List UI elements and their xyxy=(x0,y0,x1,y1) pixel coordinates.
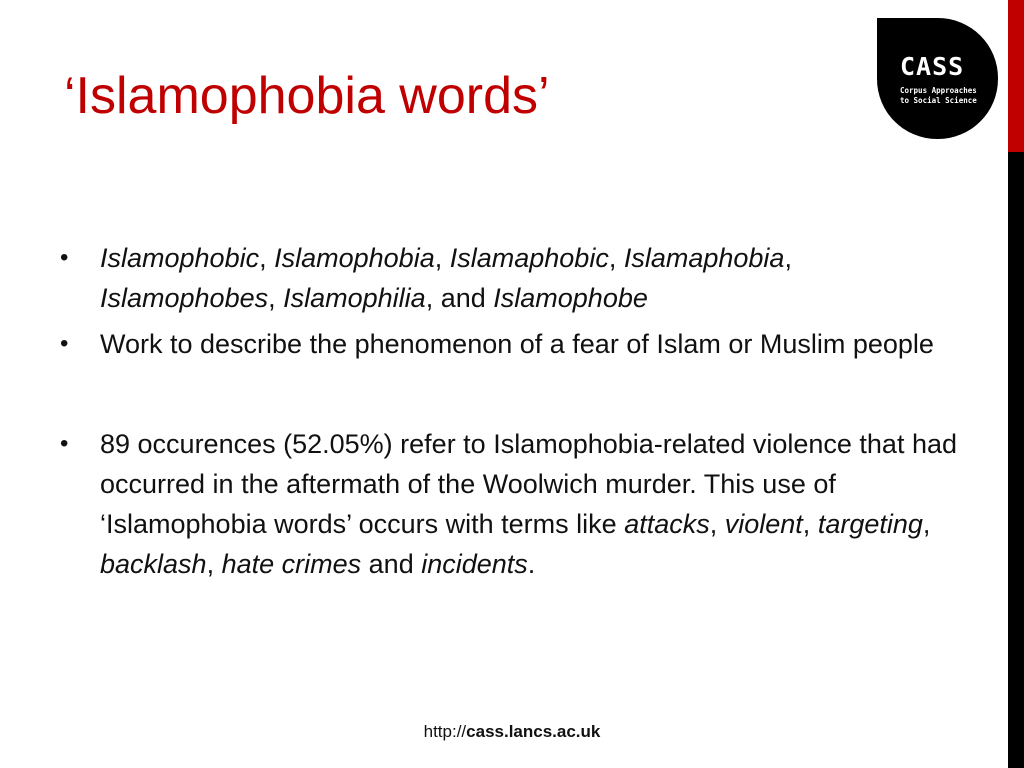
bullet-text-run: , xyxy=(206,549,222,579)
footer-url[interactable] xyxy=(0,722,1024,742)
bullet-text-run: , xyxy=(268,283,284,313)
bullet-term-italic: Islamophobe xyxy=(493,283,648,313)
logo-name: CASS xyxy=(900,52,965,81)
cass-logo xyxy=(877,18,998,139)
bullet-term-italic: backlash xyxy=(100,549,207,579)
bullet-term-italic: incidents xyxy=(421,549,528,579)
bullet-term-italic: Islamophilia xyxy=(283,283,426,313)
bullet-term-italic: hate crimes xyxy=(221,549,362,579)
bullet-text-run: , xyxy=(922,509,931,539)
bullet-text-run: 89 occurences (52.05%) refer to Islamophobia-related violence that had occurred in the aftermath of the Woolwich murder. This use of ‘Islamophobia words’ occurs with terms like xyxy=(100,429,957,539)
bullet-list xyxy=(60,238,960,590)
bullet-term-italic: Islamaphobia xyxy=(623,243,785,273)
bullet-text-run: and xyxy=(361,549,422,579)
bullet-text-run: . xyxy=(527,549,536,579)
slide-title: ‘Islamophobia words’ xyxy=(64,67,550,125)
bullet-text xyxy=(100,429,957,579)
bullet-dot-icon: • xyxy=(60,244,69,271)
bullet-term-italic: attacks xyxy=(624,509,710,539)
bullet-dot-icon: • xyxy=(60,430,69,457)
bullet-text-run: , xyxy=(259,243,275,273)
right-edge-bar xyxy=(1008,0,1024,768)
bullet-dot-icon: • xyxy=(60,330,69,357)
bullet-term-italic: Islamophobia xyxy=(274,243,435,273)
bullet-term-italic: Islamophobes xyxy=(100,283,269,313)
bullet-term-italic: violent xyxy=(724,509,803,539)
bullet-text-run: , xyxy=(434,243,450,273)
footer-url-domain: cass.lancs.ac.uk xyxy=(466,722,601,741)
bullet-text-run: , and xyxy=(425,283,494,313)
bullet-text-run: , xyxy=(802,509,818,539)
right-edge-accent xyxy=(1008,0,1024,152)
logo-tagline-line2: to Social Science xyxy=(900,96,977,105)
logo-tagline-line1: Corpus Approaches xyxy=(900,86,977,95)
bullet-text-run: Work to describe the phenomenon of a fear of Islam or Muslim people xyxy=(100,329,934,359)
bullet-item xyxy=(60,238,960,318)
bullet-text-run: , xyxy=(784,243,792,273)
bullet-item xyxy=(60,424,960,584)
bullet-term-italic: Islamophobic xyxy=(100,243,260,273)
bullet-term-italic: targeting xyxy=(817,509,923,539)
bullet-text-run: , xyxy=(608,243,624,273)
bullet-text xyxy=(100,329,934,359)
bullet-text-run: , xyxy=(709,509,725,539)
bullet-term-italic: Islamaphobic xyxy=(449,243,609,273)
bullet-text xyxy=(100,243,792,313)
footer-url-prefix: http:// xyxy=(423,722,467,741)
bullet-item xyxy=(60,324,960,364)
